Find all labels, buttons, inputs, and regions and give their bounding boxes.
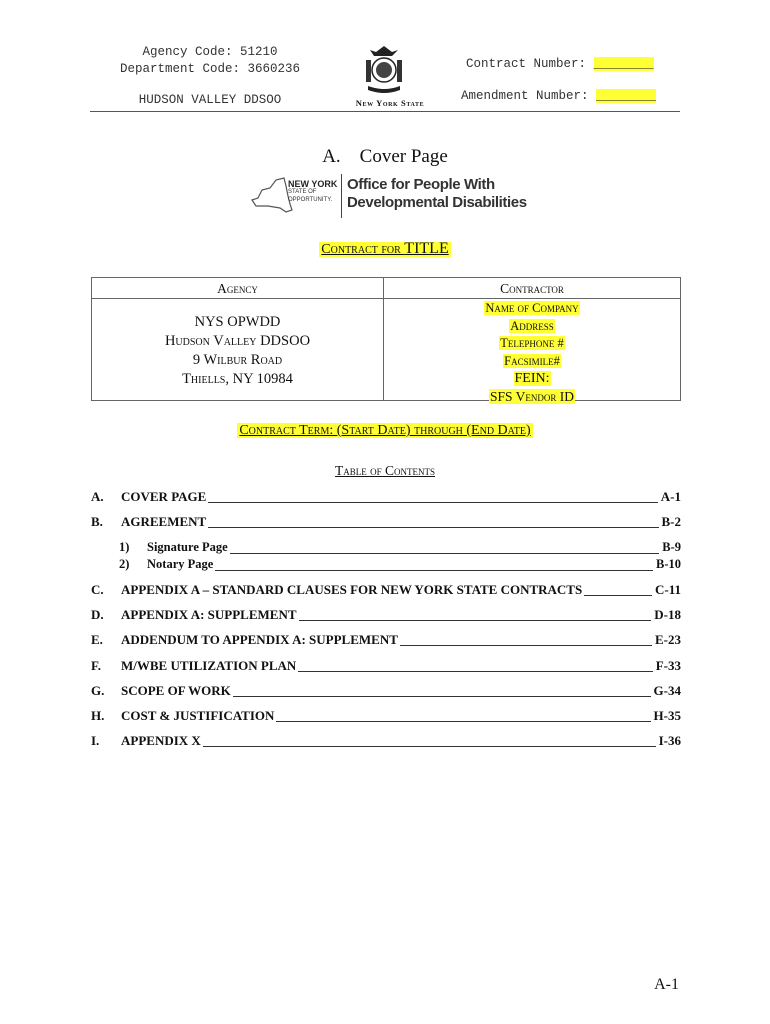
page-number: A-1 [654,976,679,993]
contractor-line[interactable]: Telephone # [500,336,564,350]
page-title: A. Cover Page [322,146,448,167]
toc-row[interactable] [91,557,681,573]
contractor-line[interactable]: Name of Company [485,301,579,315]
toc-letter: C. [91,582,104,597]
contract-term-text[interactable]: Contract Term: (Start Date) through (End Date) [239,423,531,438]
contractor-line[interactable]: Address [510,318,554,333]
toc-row[interactable] [91,683,681,699]
toc-row[interactable] [91,540,681,556]
toc-letter: I. [91,733,100,748]
toc-page: D-18 [651,607,681,623]
logo-state-line: OPPORTUNITY. [288,197,333,203]
toc-row[interactable] [91,514,681,530]
toc-leader [147,570,681,571]
contractor-line[interactable]: SFS Vendor ID [489,388,575,404]
toc-row[interactable] [91,658,681,674]
toc-row[interactable] [91,489,681,505]
agency-code: Agency Code: 51210 [142,45,278,59]
toc-page: C-11 [652,582,681,598]
header-right [440,56,690,105]
agency-address [92,299,383,389]
office-name: HUDSON VALLEY DDSOO [138,93,282,107]
amendment-number-label: Amendment Number: [461,89,589,103]
toc-page: B-2 [659,514,682,530]
toc-text: APPENDIX A: SUPPLEMENT [121,607,297,622]
toc-letter: F. [91,658,101,673]
toc-letter: B. [91,514,103,529]
toc-text: M/WBE UTILIZATION PLAN [121,658,297,673]
logo-state-text [288,180,337,204]
contract-for [0,240,770,258]
amendment-number-row [440,88,690,105]
toc-text: COVER PAGE [121,489,207,504]
toc-text: SCOPE OF WORK [121,683,231,698]
agency-line: Thiells, NY 10984 [182,371,293,387]
logo-office-line: Developmental Disabilities [347,194,527,211]
agency-line: Hudson Valley DDSOO [164,333,311,349]
department-code: Department Code: 3660236 [119,62,301,76]
contract-for-prefix: Contract for [321,242,405,257]
toc-page: E-23 [652,632,681,648]
toc-title: Table of Contents [335,463,435,478]
contract-for-heading [319,242,450,257]
contract-number-label: Contract Number: [466,57,587,71]
contractor-line[interactable]: Facsimile# [504,353,560,368]
state-label: New York State [355,98,425,108]
toc-letter: A. [91,489,104,504]
toc-page: G-34 [651,683,681,699]
toc-page: A-1 [658,489,681,505]
toc-text: ADDENDUM TO APPENDIX A: SUPPLEMENT [121,632,398,647]
toc-page: H-35 [651,708,681,724]
contract-title: TITLE [404,240,449,257]
agency-header: Agency [92,278,383,299]
parties-table [91,277,681,404]
contractor-column [384,278,680,404]
toc-row[interactable] [91,708,681,724]
toc-letter: D. [91,607,104,622]
agency-line: 9 Wilbur Road [192,352,283,368]
contract-number-value[interactable]: ________ [593,57,654,71]
toc-letter: H. [91,708,105,723]
toc-page: B-9 [659,540,681,555]
toc-text: Notary Page [147,557,214,571]
contractor-header: Contractor [384,278,680,299]
agency-line: NYS OPWDD [194,314,281,330]
toc-row[interactable] [91,582,681,598]
nys-seal-icon [362,44,406,96]
logo-state-line: STATE OF [288,189,317,195]
toc-page: F-33 [653,658,681,674]
toc-row[interactable] [91,733,681,749]
toc-row[interactable] [91,632,681,648]
toc-leader [121,746,681,747]
contract-term [0,423,770,439]
toc-text: COST & JUSTIFICATION [121,708,275,723]
opwdd-logo [250,174,530,220]
contract-number-row [440,56,690,73]
toc-text: Signature Page [147,540,228,554]
contractor-details [384,299,680,406]
agency-column [92,278,384,400]
toc-text: APPENDIX X [121,733,201,748]
toc-letter: 2) [119,557,130,571]
toc-letter: G. [91,683,105,698]
toc-page: B-10 [653,557,681,572]
logo-office-line: Office for People With [347,176,495,193]
logo-divider [341,174,342,218]
toc-row[interactable] [91,607,681,623]
logo-state-line: NEW YORK [288,179,338,189]
header-left [90,44,330,109]
toc-page: I-36 [656,733,681,749]
toc-letter: 1) [119,540,130,554]
header-divider [90,111,680,112]
toc-text: AGREEMENT [121,514,207,529]
logo-office-text [347,176,527,212]
amendment-number-value[interactable]: ________ [596,89,657,103]
toc-text: APPENDIX A – STANDARD CLAUSES FOR NEW YORK STATE CONTRACTS [121,582,583,597]
contractor-line[interactable]: FEIN: [514,371,550,386]
toc-letter: E. [91,632,103,647]
